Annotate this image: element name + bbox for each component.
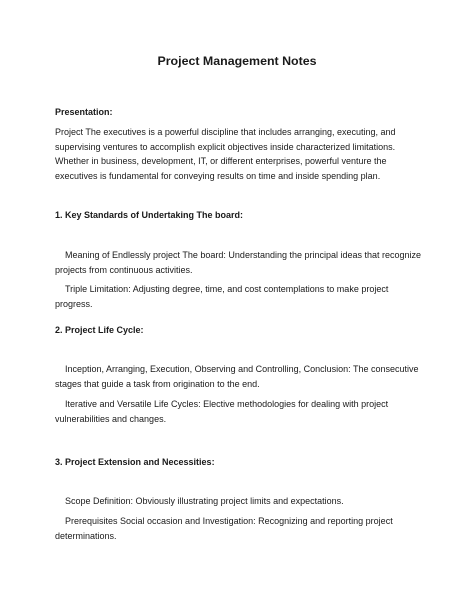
section-1-paragraph-1: Meaning of Endlessly project The board: Understanding the principal ideas that recognize projects from continuous activities.: [55, 250, 422, 275]
section-1-paragraph-2: Triple Limitation: Adjusting degree, time, and cost contemplations to make project progress.: [55, 284, 389, 309]
intro-heading: Presentation:: [55, 107, 113, 117]
section-3-paragraph-1: Scope Definition: Obviously illustrating project limits and expectations.: [65, 496, 344, 506]
section-2-paragraph-1: Inception, Arranging, Execution, Observing and Controlling, Conclusion: The consecutive stages that guide a task from origination to the end.: [55, 364, 419, 389]
section-2-heading: 2. Project Life Cycle:: [55, 325, 144, 335]
page-title: Project Management Notes: [157, 54, 317, 68]
section-3-paragraph-2: Prerequisites Social occasion and Investigation: Recognizing and reporting project determinations.: [55, 516, 393, 541]
section-3-heading: 3. Project Extension and Necessities:: [55, 457, 215, 467]
intro-paragraph: Project The executives is a powerful discipline that includes arranging, executing, and supervising ventures to accomplish explicit objectives inside characterized limitations. Whether in business, development, IT, or different enterprises, powerful venture the executives is fundamental for conveying results on time and inside spending plan.: [55, 127, 396, 181]
section-1-heading: 1. Key Standards of Undertaking The board:: [55, 210, 244, 220]
section-2-paragraph-2: Iterative and Versatile Life Cycles: Elective methodologies for dealing with project vulnerabilities and changes.: [55, 399, 389, 424]
